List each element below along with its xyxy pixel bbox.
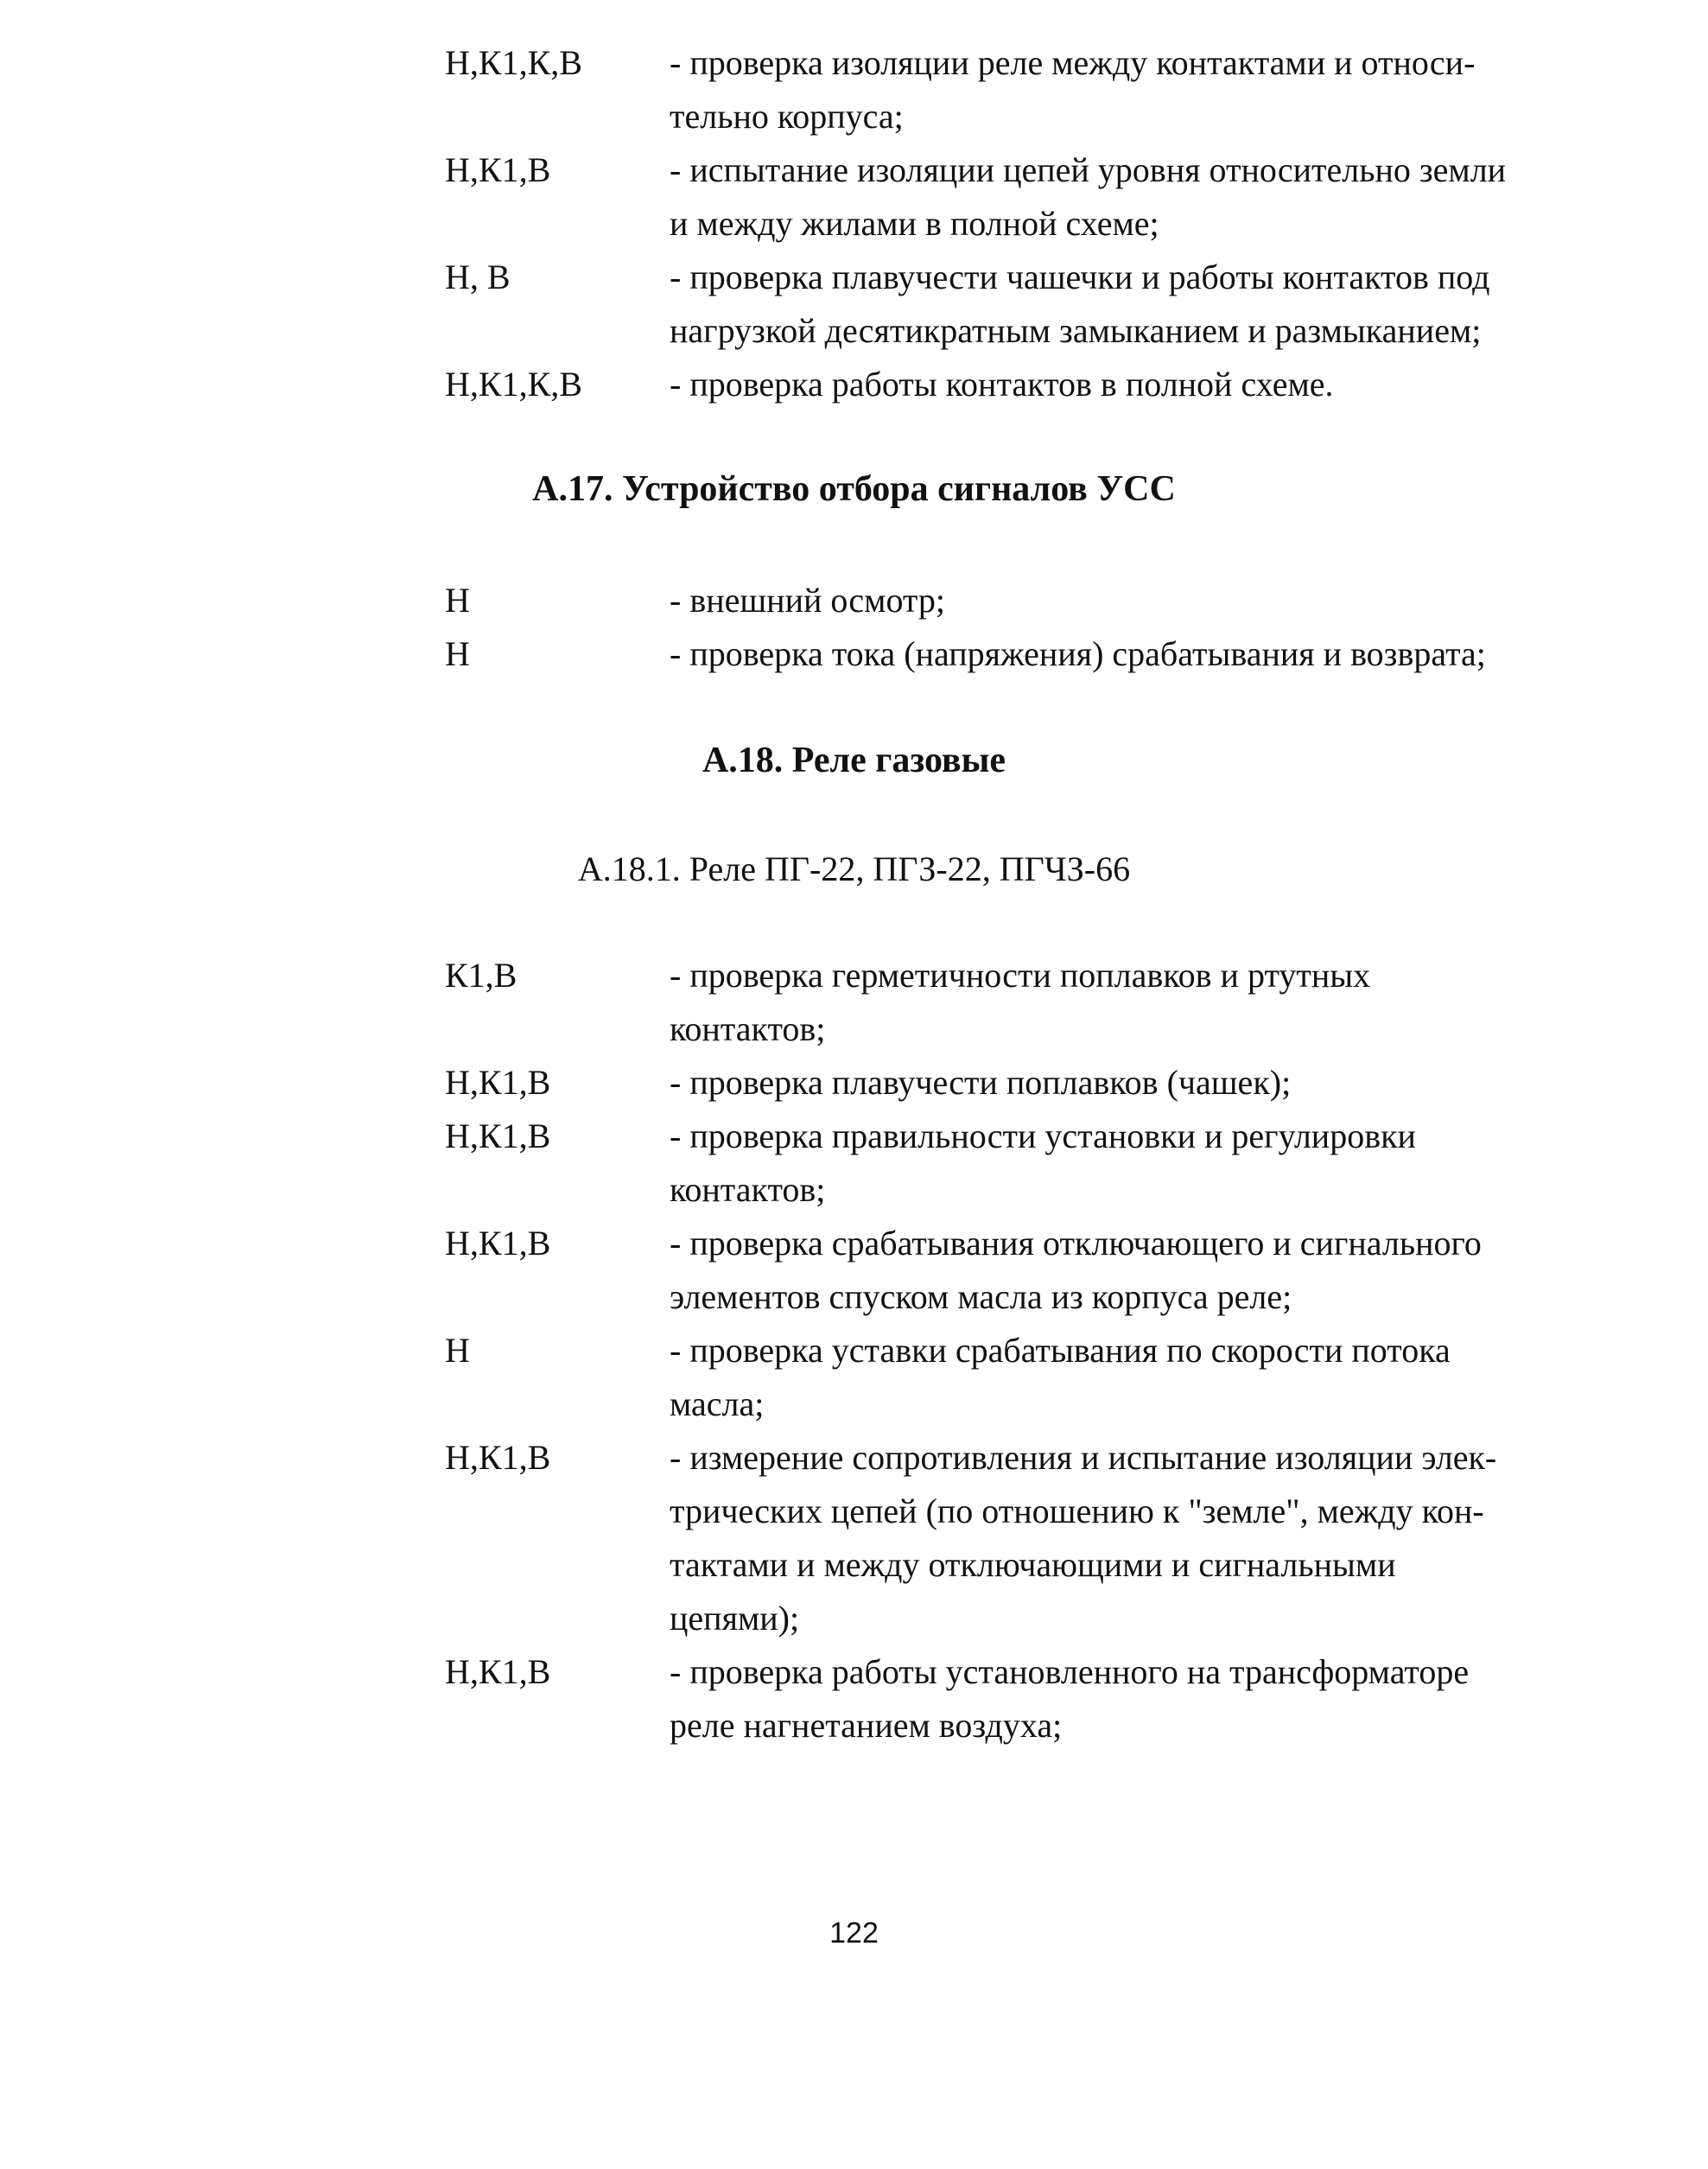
item-code: Н,К1,К,В (445, 43, 582, 82)
item-text-line: контактов; (670, 1009, 826, 1048)
item-text (670, 949, 1611, 1056)
item-text-line: масла; (670, 1384, 765, 1423)
item-text-line: - измерение сопротивления и испытание изоляции элек- (670, 1438, 1497, 1477)
page-number: 122 (829, 1917, 879, 1950)
item-text-line: нагрузкой десятикратным замыканием и размыканием; (670, 311, 1482, 350)
item-text-line: - проверка работы контактов в полной схеме. (670, 365, 1334, 404)
section-heading-a18: А.18. Реле газовые (702, 741, 1006, 780)
item-text (670, 358, 1611, 411)
item-text (670, 36, 1611, 143)
item-text (670, 574, 1611, 627)
item-code: Н,К1,В (445, 1063, 551, 1102)
item-code: Н,К1,В (445, 150, 551, 189)
item-code: Н,К1,В (445, 1116, 551, 1155)
item-code: Н,К1,В (445, 1438, 551, 1477)
item-text (670, 1431, 1611, 1645)
item-code: Н,К1,В (445, 1652, 551, 1691)
item-text-line: контактов; (670, 1170, 826, 1209)
item-text (670, 1217, 1611, 1324)
item-text-line: - проверка плавучести поплавков (чашек); (670, 1063, 1292, 1102)
item-text (670, 143, 1611, 251)
item-text (670, 1056, 1611, 1110)
item-text-line: - внешний осмотр; (670, 581, 946, 620)
item-code: Н, В (445, 258, 511, 296)
item-code: Н (445, 634, 470, 673)
item-text (670, 627, 1611, 681)
item-text-line: - проверка плавучести чашечки и работы контактов под (670, 258, 1490, 296)
section-heading-a17: А.17. Устройство отбора сигналов УСС (532, 469, 1176, 509)
item-code: Н,К1,В (445, 1224, 551, 1263)
item-text-line: - проверка изоляции реле между контактами и относи- (670, 43, 1476, 82)
subsection-heading-a18-1: А.18.1. Реле ПГ-22, ПГЗ-22, ПГЧЗ-66 (577, 849, 1131, 888)
item-code: К1,В (445, 956, 517, 995)
item-text-line: цепями); (670, 1599, 800, 1638)
item-text-line: - испытание изоляции цепей уровня относительно земли (670, 150, 1507, 189)
item-text-line: - проверка срабатывания отключающего и сигнального (670, 1224, 1482, 1263)
item-text-line: элементов спуском масла из корпуса реле; (670, 1277, 1292, 1316)
item-text-line: - проверка работы установленного на трансформаторе (670, 1652, 1470, 1691)
item-code: Н (445, 581, 470, 620)
item-code: Н,К1,К,В (445, 365, 582, 404)
item-text-line: и между жилами в полной схеме; (670, 204, 1159, 243)
item-text-line: - проверка уставки срабатывания по скорости потока (670, 1331, 1451, 1370)
item-text-line: - проверка герметичности поплавков и ртутных (670, 956, 1371, 995)
item-text-line: - проверка правильности установки и регулировки (670, 1116, 1416, 1155)
item-text-line: тельно корпуса; (670, 97, 904, 136)
item-text-line: - проверка тока (напряжения) срабатывания и возврата; (670, 634, 1486, 673)
item-text (670, 1324, 1611, 1431)
item-code: Н (445, 1331, 470, 1370)
item-text-line: трических цепей (по отношению к "земле", между кон- (670, 1492, 1484, 1530)
item-text (670, 1645, 1611, 1752)
item-text-line: тактами и между отключающими и сигнальными (670, 1545, 1396, 1584)
item-text (670, 251, 1611, 358)
item-text (670, 1110, 1611, 1217)
item-text-line: реле нагнетанием воздуха; (670, 1706, 1063, 1745)
